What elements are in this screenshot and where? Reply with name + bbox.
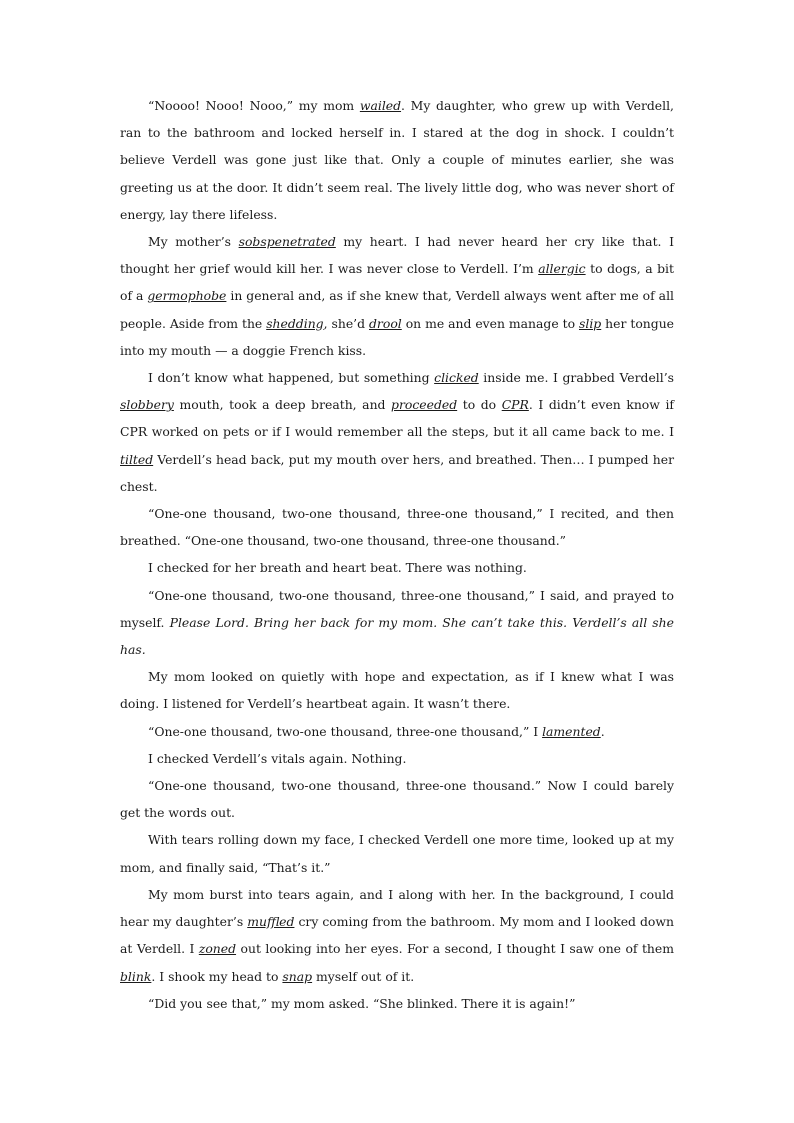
paragraph <box>120 826 674 880</box>
italic-text: Please Lord. Bring her back for my mom. She can’t take this. Verdell’s all she has. <box>120 614 674 658</box>
vocab-word: germophobe <box>147 288 227 304</box>
vocab-word: zoned <box>198 941 237 957</box>
vocab-word: shedding <box>266 315 324 331</box>
text-run: . I shook my head to <box>151 968 283 984</box>
vocab-word: wailed <box>359 98 402 113</box>
vocab-word: blink <box>120 968 152 984</box>
text-run: . <box>600 723 605 739</box>
vocab-word: CPR <box>501 397 529 413</box>
vocab-word: snap <box>282 968 313 984</box>
paragraph <box>120 228 674 364</box>
text-run: I checked Verdell’s vitals again. Nothing. <box>148 750 407 766</box>
text-run: . My daughter, who grew up with Verdell, ran to the bathroom and locked herself in. I stared at the dog in shock. I couldn’t believe Verdell was gone just like that. Only a couple of minutes earlier, she was greeting us at the door. It didn’t seem real. The lively little dog, who was never short of energy, lay there lifeless. <box>120 98 674 222</box>
text-run: to dogs, a bit of a <box>120 261 674 304</box>
paragraph <box>120 990 674 1017</box>
text-run: myself out of it. <box>312 968 415 984</box>
vocab-word: clicked <box>434 370 479 386</box>
text-run: “Noooo! Nooo! Nooo,” my mom <box>148 98 360 113</box>
text-run: “Did you see that,” my mom asked. “She blinked. There it is again!” <box>148 995 576 1011</box>
text-run: out looking into her eyes. For a second, I thought I saw one of them <box>236 941 674 957</box>
text-run: her tongue into my mouth — a doggie French kiss. <box>120 315 675 358</box>
text-run: “One-one thousand, two-one thousand, three-one thousand,” I recited, and then breathed. “One-one thousand, two-one thousand, three-one thousand.” <box>120 506 674 549</box>
text-run: mouth, took a deep breath, and <box>173 397 392 413</box>
text-run: inside me. I grabbed Verdell’s <box>478 370 674 386</box>
paragraph <box>120 92 674 228</box>
paragraph <box>120 772 674 826</box>
text-run: . I didn’t even know if CPR worked on pets or if I would remember all the steps, but it all came back to me. I <box>120 397 674 440</box>
text-run: cry coming from the bathroom. My mom and I looked down at Verdell. I <box>120 914 674 957</box>
vocab-word: muffled <box>247 914 295 930</box>
vocab-word: proceeded <box>391 397 458 413</box>
text-run: My mother’s <box>148 234 239 250</box>
text-run: My mom looked on quietly with hope and expectation, as if I knew what I was doing. I listened for Verdell’s heartbeat again. It wasn’t there. <box>120 669 674 712</box>
text-run: With tears rolling down my face, I checked Verdell one more time, looked up at my mom, and finally said, “That’s it.” <box>120 832 674 875</box>
text-run: “One-one thousand, two-one thousand, three-one thousand,” I <box>148 723 543 739</box>
paragraph <box>120 582 674 664</box>
text-run: I don’t know what happened, but something <box>148 370 435 386</box>
paragraph <box>120 500 674 554</box>
text-run: Verdell’s head back, put my mouth over hers, and breathed. Then… I pumped her chest. <box>120 451 674 494</box>
paragraph <box>120 718 674 745</box>
vocab-word: sobspenetrated <box>238 234 336 250</box>
paragraph <box>120 554 674 581</box>
text-run: my heart. I had never heard her cry like that. I thought her grief would kill her. I was never close to Verdell. I’m <box>120 234 674 277</box>
vocab-word: slip <box>579 315 602 331</box>
document-body <box>120 92 674 1017</box>
paragraph <box>120 663 674 717</box>
text-run: “One-one thousand, two-one thousand, three-one thousand.” Now I could barely get the words out. <box>120 778 674 821</box>
text-run: in general and, as if she knew that, Verdell always went after me of all people. Aside from the <box>120 288 674 331</box>
vocab-word: drool <box>369 315 402 331</box>
vocab-word: allergic <box>538 261 586 277</box>
paragraph <box>120 364 674 500</box>
text-run: to do <box>457 397 502 413</box>
text-run: My mom burst into tears again, and I along with her. In the background, I could hear my daughter’s <box>120 886 674 930</box>
text-run: , she’d <box>323 315 369 331</box>
paragraph <box>120 745 674 772</box>
text-run: on me and even manage to <box>401 315 580 331</box>
vocab-word: lamented <box>542 723 601 739</box>
vocab-word: slobbery <box>120 397 174 413</box>
vocab-word: tilted <box>120 451 154 467</box>
paragraph <box>120 881 674 990</box>
text-run: I checked for her breath and heart beat. There was nothing. <box>148 560 527 576</box>
text-run: “One-one thousand, two-one thousand, three-one thousand,” I said, and prayed to myself. <box>120 587 674 630</box>
